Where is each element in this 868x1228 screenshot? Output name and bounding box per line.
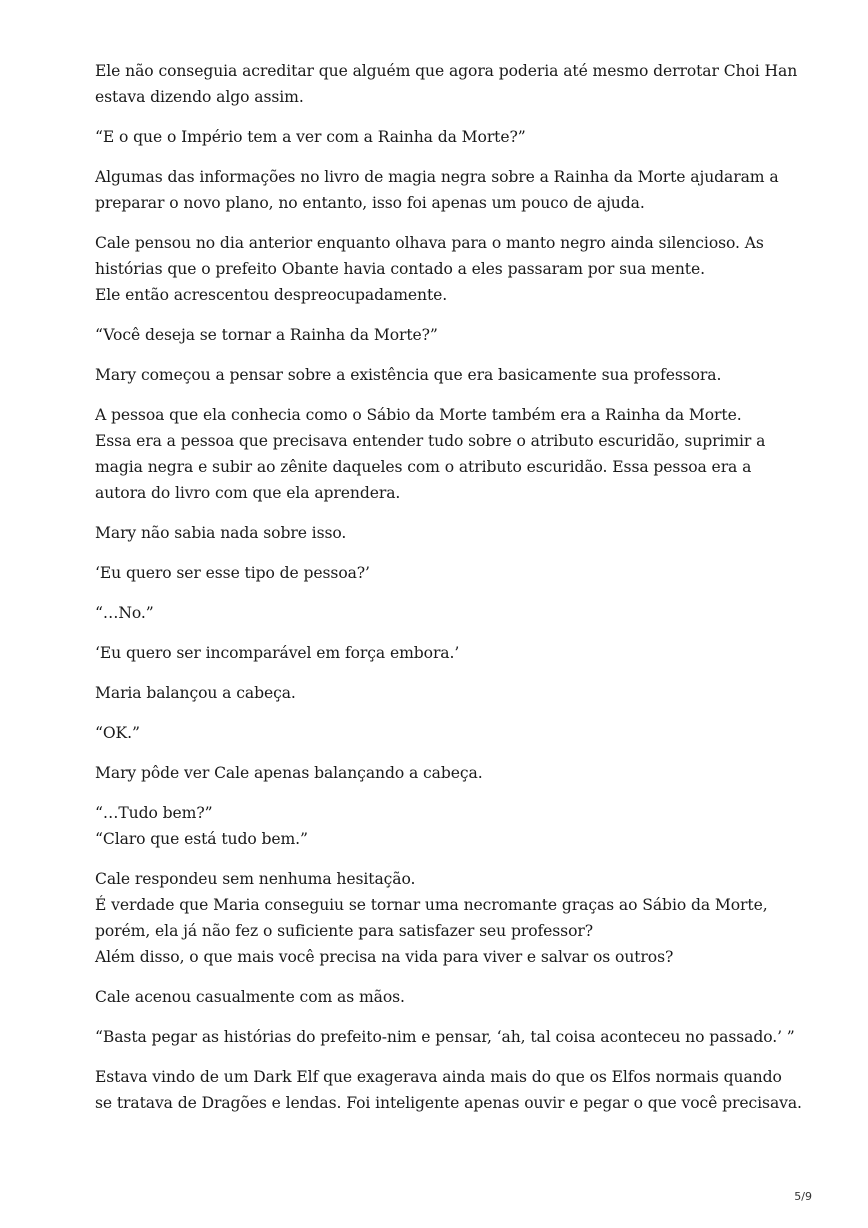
text-line: Ele então acrescentou despreocupadamente.	[95, 286, 448, 304]
text-line: ‘Eu quero ser esse tipo de pessoa?’	[95, 564, 370, 582]
paragraph	[95, 322, 795, 348]
paragraph	[95, 164, 795, 216]
paragraph	[95, 520, 795, 546]
page-number: 5/9	[794, 1190, 812, 1203]
text-line: preparar o novo plano, no entanto, isso foi apenas um pouco de ajuda.	[95, 194, 645, 212]
text-line: “OK.”	[95, 724, 140, 742]
text-line: magia negra e subir ao zênite daqueles com o atributo escuridão. Essa pessoa era a	[95, 458, 752, 476]
paragraph	[95, 58, 798, 110]
text-line: “…No.”	[95, 604, 154, 622]
text-line: se tratava de Dragões e lendas. Foi inteligente apenas ouvir e pegar o que você precisava.	[95, 1094, 802, 1112]
paragraph	[95, 680, 795, 706]
paragraph	[95, 362, 795, 388]
paragraph	[95, 984, 795, 1010]
paragraph	[95, 866, 795, 970]
text-line: ‘Eu quero ser incomparável em força embora.’	[95, 644, 460, 662]
document-body	[95, 58, 802, 1130]
text-line: autora do livro com que ela aprendera.	[95, 484, 401, 502]
text-line: Essa era a pessoa que precisava entender tudo sobre o atributo escuridão, suprimir a	[95, 432, 766, 450]
text-line: Cale acenou casualmente com as mãos.	[95, 988, 405, 1006]
text-line: “Basta pegar as histórias do prefeito-nim e pensar, ‘ah, tal coisa aconteceu no passado.’ ”	[95, 1028, 795, 1046]
paragraph	[95, 760, 795, 786]
paragraph	[95, 600, 795, 626]
text-line: “Você deseja se tornar a Rainha da Morte?”	[95, 326, 438, 344]
text-line: A pessoa que ela conhecia como o Sábio da Morte também era a Rainha da Morte.	[95, 406, 742, 424]
text-line: “Claro que está tudo bem.”	[95, 830, 308, 848]
text-line: estava dizendo algo assim.	[95, 88, 304, 106]
text-line: Mary começou a pensar sobre a existência que era basicamente sua professora.	[95, 366, 722, 384]
paragraph	[95, 124, 795, 150]
paragraph	[95, 560, 795, 586]
paragraph	[95, 1064, 802, 1116]
text-line: Ele não conseguia acreditar que alguém que agora poderia até mesmo derrotar Choi Han	[95, 62, 798, 80]
paragraph	[95, 1024, 795, 1050]
text-line: Além disso, o que mais você precisa na vida para viver e salvar os outros?	[95, 948, 674, 966]
text-line: Mary não sabia nada sobre isso.	[95, 524, 347, 542]
paragraph	[95, 640, 795, 666]
paragraph	[95, 402, 795, 506]
text-line: Cale pensou no dia anterior enquanto olhava para o manto negro ainda silencioso. As	[95, 234, 764, 252]
text-line: É verdade que Maria conseguiu se tornar uma necromante graças ao Sábio da Morte,	[95, 896, 768, 914]
text-line: Mary pôde ver Cale apenas balançando a cabeça.	[95, 764, 483, 782]
text-line: histórias que o prefeito Obante havia contado a eles passaram por sua mente.	[95, 260, 705, 278]
paragraph	[95, 720, 795, 746]
text-line: “E o que o Império tem a ver com a Rainha da Morte?”	[95, 128, 526, 146]
text-line: Cale respondeu sem nenhuma hesitação.	[95, 870, 416, 888]
text-line: “…Tudo bem?”	[95, 804, 213, 822]
text-line: Estava vindo de um Dark Elf que exagerava ainda mais do que os Elfos normais quando	[95, 1068, 782, 1086]
text-line: Algumas das informações no livro de magia negra sobre a Rainha da Morte ajudaram a	[95, 168, 779, 186]
paragraph	[95, 230, 795, 308]
text-line: Maria balançou a cabeça.	[95, 684, 296, 702]
paragraph	[95, 800, 795, 852]
text-line: porém, ela já não fez o suficiente para satisfazer seu professor?	[95, 922, 593, 940]
